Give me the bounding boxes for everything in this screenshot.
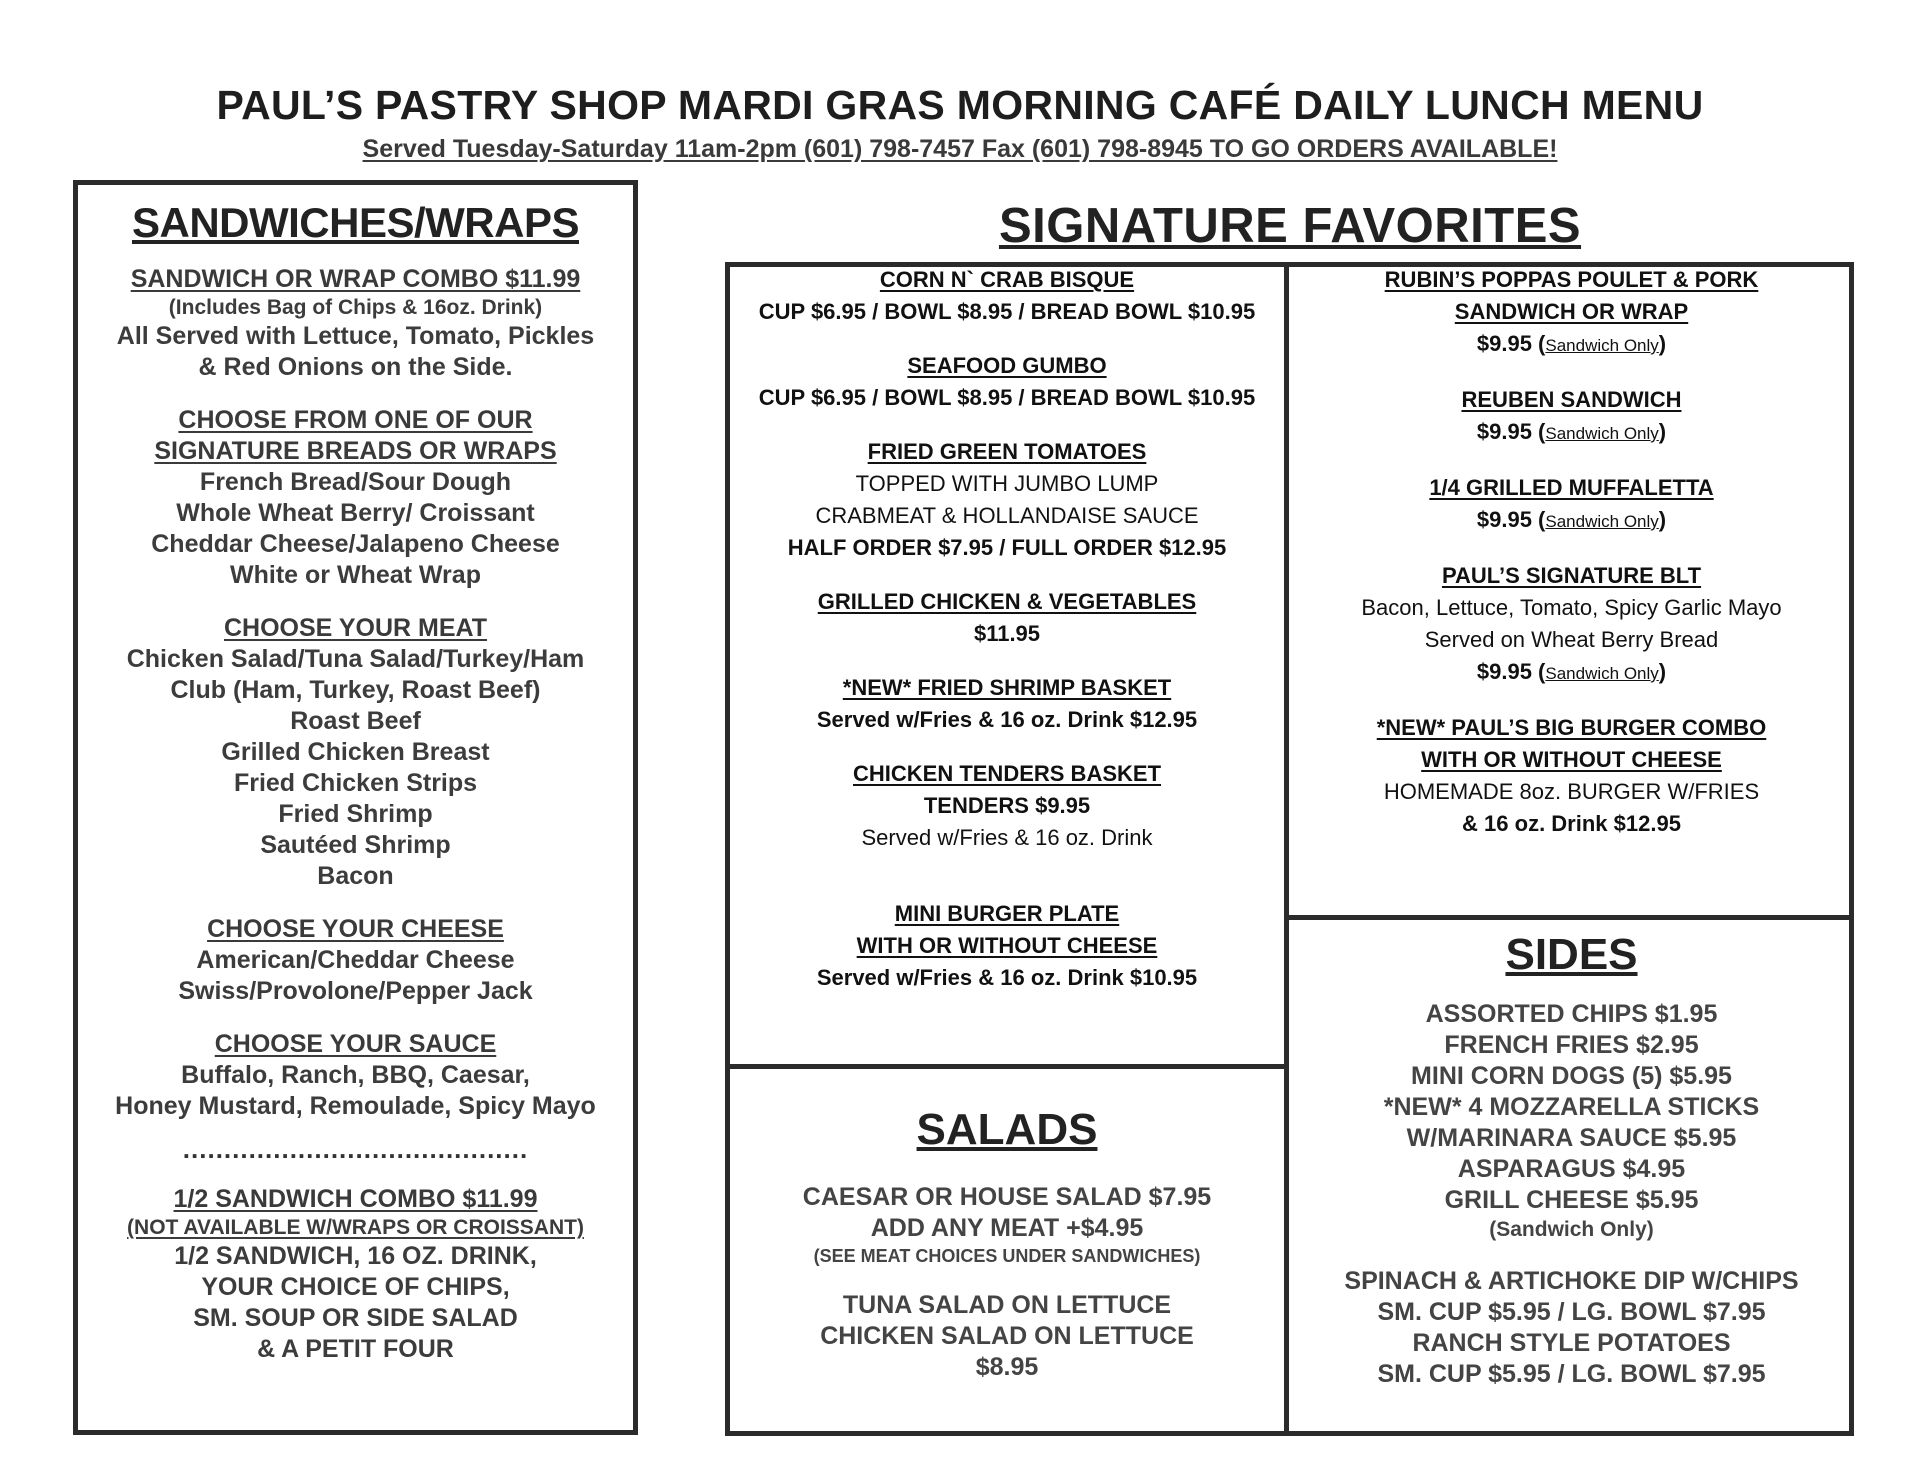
item-line: & 16 oz. Drink $12.95 <box>1462 811 1681 836</box>
combo-title: SANDWICH OR WRAP COMBO $11.99 <box>130 265 581 293</box>
bread-item: White or Wheat Wrap <box>230 561 481 589</box>
item-line: CUP $6.95 / BOWL $8.95 / BREAD BOWL $10.95 <box>758 385 1256 410</box>
item-line: $11.95 <box>973 621 1041 646</box>
dotted-divider: .......................................... <box>182 1134 529 1164</box>
item-line: Served w/Fries & 16 oz. Drink <box>861 825 1153 850</box>
salad-line: TUNA SALAD ON LETTUCE <box>842 1291 1172 1319</box>
item-line: Served w/Fries & 16 oz. Drink $12.95 <box>816 707 1198 732</box>
meat-item: Bacon <box>317 862 394 890</box>
breads-title: CHOOSE FROM ONE OF OUR <box>178 406 533 434</box>
item-line: CUP $6.95 / BOWL $8.95 / BREAD BOWL $10.95 <box>758 299 1256 324</box>
side-note: (Sandwich Only) <box>1489 1218 1654 1241</box>
side-item: SPINACH & ARTICHOKE DIP W/CHIPS <box>1344 1267 1799 1295</box>
item-title: CORN N` CRAB BISQUE <box>879 267 1135 292</box>
breads-title: SIGNATURE BREADS OR WRAPS <box>154 437 557 465</box>
combo-served-line: All Served with Lettuce, Tomato, Pickles <box>116 322 595 350</box>
side-item: MINI CORN DOGS (5) $5.95 <box>1411 1062 1732 1090</box>
combo-includes: (Includes Bag of Chips & 16oz. Drink) <box>168 296 543 319</box>
meat-item: Club (Ham, Turkey, Roast Beef) <box>170 676 541 704</box>
item-title: REUBEN SANDWICH <box>1461 387 1682 412</box>
item-title: *NEW* PAUL’S BIG BURGER COMBO <box>1376 715 1767 740</box>
signature-left-section <box>725 264 1289 994</box>
item-title: PAUL’S SIGNATURE BLT <box>1441 563 1702 588</box>
sauce-item: Buffalo, Ranch, BBQ, Caesar, <box>181 1061 530 1089</box>
item-line: HALF ORDER $7.95 / FULL ORDER $12.95 <box>787 535 1227 560</box>
item-line: TENDERS $9.95 <box>923 793 1091 818</box>
sandwiches-section <box>73 196 638 1365</box>
sides-heading: SIDES <box>1505 930 1638 979</box>
side-item: SM. CUP $5.95 / LG. BOWL $7.95 <box>1377 1298 1766 1326</box>
side-item: RANCH STYLE POTATOES <box>1412 1329 1731 1357</box>
page-title: PAUL’S PASTRY SHOP MARDI GRAS MORNING CAFÉ DAILY LUNCH MENU <box>216 82 1704 128</box>
item-line: CRABMEAT & HOLLANDAISE SAUCE <box>815 503 1199 528</box>
sauce-item: Honey Mustard, Remoulade, Spicy Mayo <box>115 1092 596 1120</box>
salad-note: (SEE MEAT CHOICES UNDER SANDWICHES) <box>813 1246 1201 1266</box>
half-combo-line: 1/2 SANDWICH, 16 OZ. DRINK, <box>174 1242 537 1270</box>
item-price: $9.95 (Sandwich Only) <box>1476 659 1667 684</box>
bread-item: Cheddar Cheese/Jalapeno Cheese <box>151 530 560 558</box>
item-title: SEAFOOD GUMBO <box>907 353 1107 378</box>
half-combo-line: & A PETIT FOUR <box>257 1335 454 1363</box>
salad-line: CAESAR OR HOUSE SALAD $7.95 <box>802 1183 1212 1211</box>
item-line: Served w/Fries & 16 oz. Drink $10.95 <box>816 965 1198 990</box>
item-title: SANDWICH OR WRAP <box>1454 299 1689 324</box>
page-subtitle: Served Tuesday-Saturday 11am-2pm (601) 798-7457 Fax (601) 798-8945 TO GO ORDERS AVAILABLE! <box>362 135 1558 163</box>
half-combo-title: 1/2 SANDWICH COMBO $11.99 <box>173 1185 538 1213</box>
meat-item: Sautéed Shrimp <box>260 831 451 859</box>
half-combo-line: SM. SOUP OR SIDE SALAD <box>193 1304 518 1332</box>
bread-item: French Bread/Sour Dough <box>199 468 512 496</box>
item-title: RUBIN’S POPPAS POULET & PORK <box>1384 267 1759 292</box>
signature-heading: SIGNATURE FAVORITES <box>998 199 1582 253</box>
salad-line: CHICKEN SALAD ON LETTUCE <box>820 1322 1194 1350</box>
sides-section <box>1289 925 1854 1390</box>
cheese-item: American/Cheddar Cheese <box>196 946 515 974</box>
side-item: ASSORTED CHIPS $1.95 <box>1425 1000 1718 1028</box>
meat-item: Grilled Chicken Breast <box>221 738 490 766</box>
salads-heading: SALADS <box>916 1105 1098 1154</box>
item-title: MINI BURGER PLATE <box>894 901 1120 926</box>
salad-line: $8.95 <box>975 1353 1039 1381</box>
side-item: W/MARINARA SAUCE $5.95 <box>1406 1124 1737 1152</box>
meat-item: Fried Shrimp <box>278 800 433 828</box>
item-line: Served on Wheat Berry Bread <box>1424 627 1719 652</box>
item-title: CHICKEN TENDERS BASKET <box>852 761 1162 786</box>
sauce-title: CHOOSE YOUR SAUCE <box>214 1030 497 1058</box>
cheese-title: CHOOSE YOUR CHEESE <box>207 915 504 943</box>
signature-right-section <box>1289 264 1854 840</box>
side-item: GRILL CHEESE $5.95 <box>1444 1186 1699 1214</box>
combo-served-line: & Red Onions on the Side. <box>198 353 513 381</box>
meat-title: CHOOSE YOUR MEAT <box>224 614 487 642</box>
half-combo-line: YOUR CHOICE OF CHIPS, <box>201 1273 510 1301</box>
item-title: 1/4 GRILLED MUFFALETTA <box>1429 475 1714 500</box>
meat-item: Fried Chicken Strips <box>233 769 478 797</box>
item-title: FRIED GREEN TOMATOES <box>867 439 1147 464</box>
item-line: HOMEMADE 8oz. BURGER W/FRIES <box>1383 779 1760 804</box>
item-title: WITH OR WITHOUT CHEESE <box>1421 747 1722 772</box>
salads-section <box>725 1100 1289 1383</box>
item-price: $9.95 (Sandwich Only) <box>1476 507 1667 532</box>
item-title: *NEW* FRIED SHRIMP BASKET <box>842 675 1172 700</box>
meat-item: Chicken Salad/Tuna Salad/Turkey/Ham <box>126 645 585 673</box>
side-item: *NEW* 4 MOZZARELLA STICKS <box>1383 1093 1760 1121</box>
item-price: $9.95 (Sandwich Only) <box>1476 419 1667 444</box>
side-item: ASPARAGUS $4.95 <box>1457 1155 1686 1183</box>
sandwiches-heading: SANDWICHES/WRAPS <box>131 199 579 246</box>
item-line: Bacon, Lettuce, Tomato, Spicy Garlic Mayo <box>1361 595 1782 620</box>
salad-line: ADD ANY MEAT +$4.95 <box>870 1214 1144 1242</box>
item-price: $9.95 (Sandwich Only) <box>1476 331 1667 356</box>
side-item: FRENCH FRIES $2.95 <box>1444 1031 1699 1059</box>
item-title: GRILLED CHICKEN & VEGETABLES <box>817 589 1197 614</box>
cheese-item: Swiss/Provolone/Pepper Jack <box>178 977 533 1005</box>
item-title: WITH OR WITHOUT CHEESE <box>856 933 1158 958</box>
bread-item: Whole Wheat Berry/ Croissant <box>176 499 535 527</box>
side-item: SM. CUP $5.95 / LG. BOWL $7.95 <box>1377 1360 1766 1388</box>
item-line: TOPPED WITH JUMBO LUMP <box>855 471 1159 496</box>
half-combo-note: (NOT AVAILABLE W/WRAPS OR CROISSANT) <box>127 1216 584 1239</box>
meat-item: Roast Beef <box>290 707 421 735</box>
